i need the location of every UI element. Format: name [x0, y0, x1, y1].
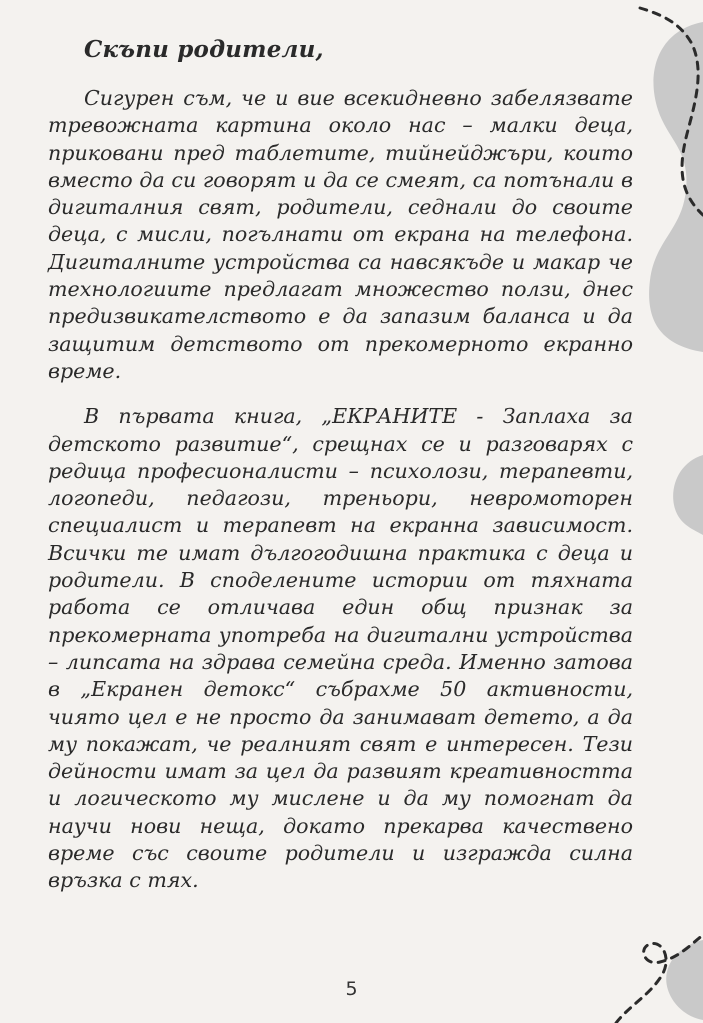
paragraph-1: Сигурен съм, че и вие всекидневно забелязвате тревожната картина около нас – малки деца, приковани пред таблетите, тийнейджъри, които вместо да си говорят и да се смеят, са потънали в дигиталния свят, родители, седнали до своите деца, с мисли, погълнати от екрана на телефона. Дигиталните устройства са навсякъде и макар че технологиите предлагат множество ползи, днес предизвикателството е да запазим баланса и да защитим детството от прекомерното екранно време. [48, 86, 633, 383]
page-number: 5 [345, 978, 358, 1000]
gray-blob-shape [649, 22, 703, 352]
gray-blob-shape-lower [673, 455, 703, 535]
salutation-heading: Скъпи родители, [84, 36, 324, 63]
page-body [48, 36, 633, 913]
paragraph-2: В първата книга, „ЕКРАНИТЕ - Заплаха за детското развитие“, срещнах се и разговарях с редица професионалисти – психолози, терапевти, логопеди, педагози, треньори, невромоторен специалист и терапевт на екранна зависимост. Всички те имат дългогодишна практика с деца и родители. В споделените истории от тяхната работа се отличава един общ признак за прекомерната употреба на дигитални устройства – липсата на здрава семейна среда. Именно затова в „Екранен детокс“ събрахме 50 активности, чиято цел е не просто да занимават детето, а да му покажат, че реалният свят е интересен. Тези дейности имат за цел да развият креативността и логическото му мислене и да му помогнат да научи нови неща, докато прекарва качествено време със своите родители и изгражда силна връзка с тях. [48, 404, 633, 893]
